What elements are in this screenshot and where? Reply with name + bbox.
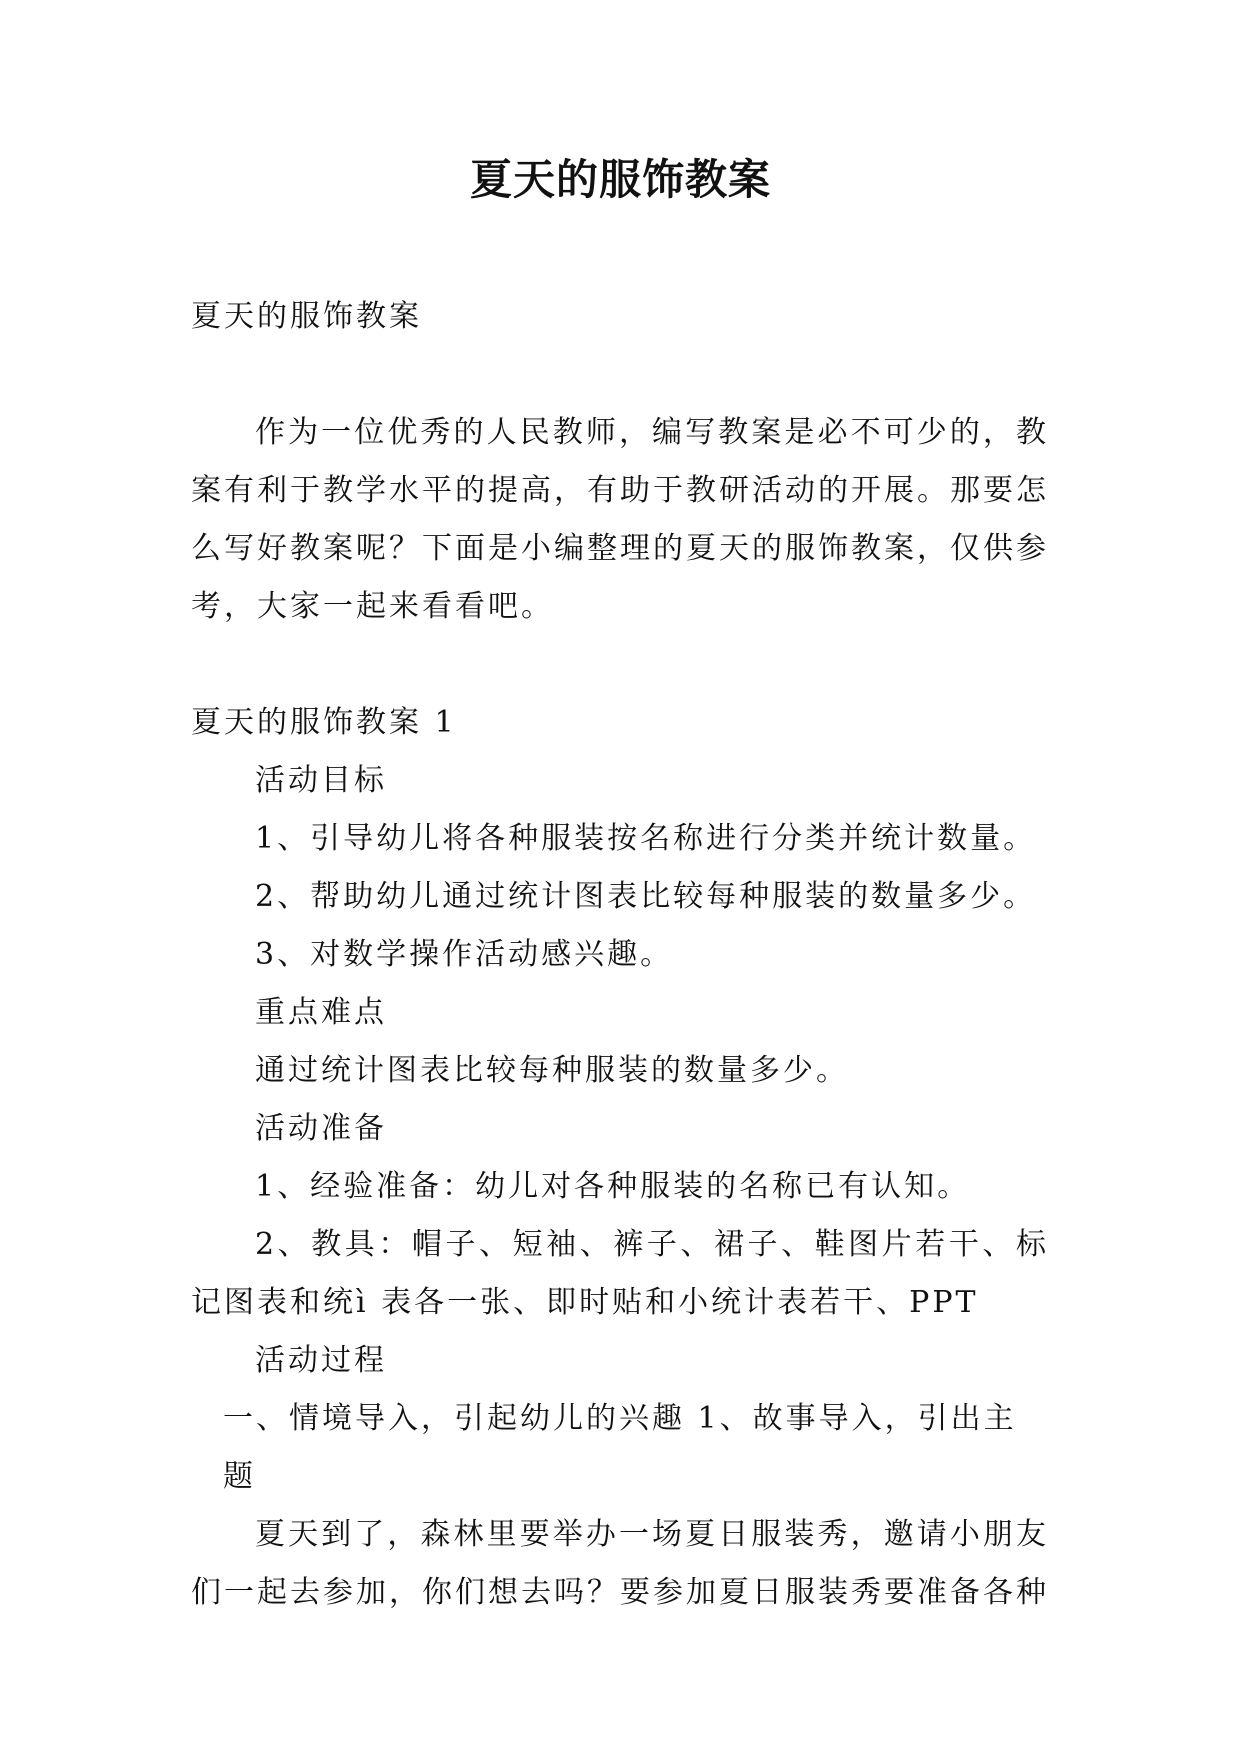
- document-body: [191, 288, 1049, 1622]
- process-heading: 活动过程: [255, 1343, 387, 1378]
- document-title: 夏天的服饰教案: [469, 155, 771, 204]
- document-subtitle: 夏天的服饰教案: [191, 299, 422, 334]
- section-title: 夏天的服饰教案 1: [191, 705, 457, 740]
- intro-paragraph: 作为一位优秀的人民教师，编写教案是必不可少的，教案有利于教学水平的提高，有助于教研活动的开展。那要怎么写好教案呢？下面是小编整理的夏天的服饰教案，仅供参考，大家一起来看看吧。: [191, 415, 1049, 624]
- key-points-heading: 重点难点: [255, 995, 387, 1030]
- preparation-heading: 活动准备: [255, 1111, 387, 1146]
- process-step: 一、情境导入，引起幼儿的兴趣 1、故事导入，引出主题: [223, 1401, 1017, 1494]
- goal-item: 3、对数学操作活动感兴趣。: [255, 937, 674, 972]
- key-points-text: 通过统计图表比较每种服装的数量多少。: [255, 1053, 849, 1088]
- goal-item: 1、引导幼儿将各种服装按名称进行分类并统计数量。: [255, 821, 1037, 856]
- goal-item: 2、帮助幼儿通过统计图表比较每种服装的数量多少。: [255, 879, 1037, 914]
- preparation-item: 2、教具：帽子、短袖、裤子、裙子、鞋图片若干、标记图表和统ì 表各一张、即时贴和小统计表若干、PPT: [191, 1227, 1049, 1320]
- preparation-item: 1、经验准备：幼儿对各种服装的名称已有认知。: [255, 1169, 971, 1204]
- goals-heading: 活动目标: [255, 763, 387, 798]
- process-paragraph: 夏天到了，森林里要举办一场夏日服装秀，邀请小朋友们一起去参加，你们想去吗？要参加夏日服装秀要准备各种: [191, 1517, 1049, 1610]
